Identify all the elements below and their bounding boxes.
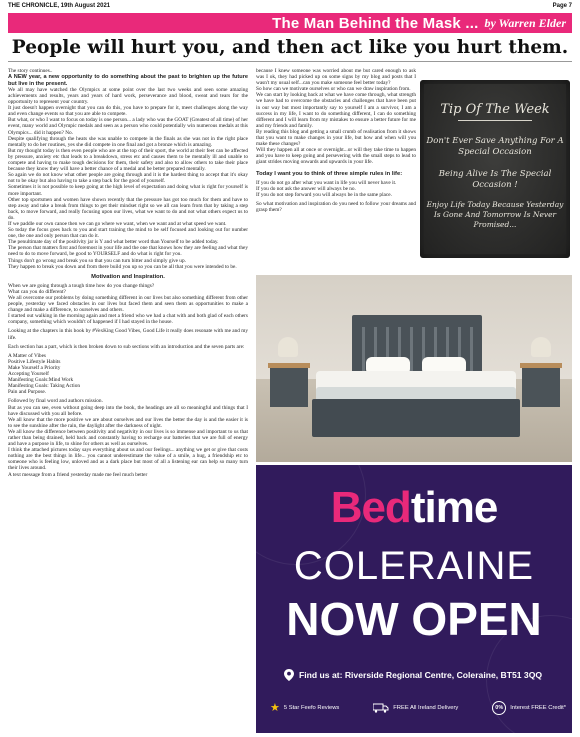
article-paragraph: I started out walking in the morning again and met a friend who we had a chat with and both glad of each others company, something which wouldn't of happened if I had stayed in the house. bbox=[8, 313, 248, 326]
article-paragraph: What can you do different? bbox=[8, 288, 66, 295]
article-paragraph: So how can we motivate ourselves or who can we draw inspiration from. bbox=[256, 86, 411, 93]
chapter-list-item: Accepting Yourself bbox=[8, 371, 49, 378]
article-paragraph: They happen to break you down and from there build you up so you can be all that you were intended to be. bbox=[8, 263, 237, 270]
article-subheading: Today I want you to think of three simple rules in life: bbox=[256, 170, 403, 177]
article-paragraph: Looking at the chapters in this book by #VexKing Good Vibes, Good Life it really does resonate with me and my life. bbox=[8, 328, 248, 341]
article-column-middle bbox=[256, 68, 416, 270]
article-subheading: Motivation and Inspiration. bbox=[91, 273, 165, 280]
section-banner bbox=[8, 13, 572, 33]
chalkboard-underline bbox=[458, 120, 532, 121]
bedside-table-left bbox=[270, 367, 308, 407]
article-paragraph: Despite qualifying through the heats she was unable to compete in the finals as she was not in the right place mentally to do her routines, yes she did compete in one final and got a bronze which is amazing. bbox=[8, 135, 248, 148]
delivery-truck-icon bbox=[373, 703, 389, 713]
article-paragraph: It just doesn't happen overnight that you can do this, you have to prepare for it, meet challenges along the way and even change events so that you are able to compete. bbox=[8, 105, 248, 118]
article-paragraph: When we are going through a tough time how do you change things? bbox=[8, 282, 155, 289]
chapter-list-item: A Matter of Vibes bbox=[8, 352, 46, 359]
brand-logo-part-1: Bed bbox=[330, 483, 411, 532]
middle-column-text bbox=[256, 68, 416, 213]
article-paragraph: Each section has a part, which is then broken down to sub sections with an introduction and the seven parts are: bbox=[8, 343, 245, 350]
series-title: The Man Behind the Mask ... bbox=[272, 14, 479, 32]
bedroom-photo bbox=[256, 275, 572, 462]
advert-city: COLERAINE bbox=[293, 544, 535, 588]
article-paragraph: If you do not ask the answer will always be no. bbox=[256, 185, 356, 192]
page-number: Page 7 bbox=[552, 3, 572, 9]
chalkboard-surface bbox=[424, 84, 566, 254]
brand-logo bbox=[256, 483, 572, 533]
chalkboard-line-1: Don't Ever Save Anything For A Special Occasion bbox=[426, 136, 564, 157]
advert-address bbox=[284, 669, 564, 681]
chapter-list bbox=[8, 353, 248, 396]
page-header bbox=[8, 3, 572, 13]
brand-logo-part-2: time bbox=[410, 483, 498, 532]
article-paragraph: because I knew someone was worried about me but cared enough to ask was I ok, they had picked up on some signs by my blog and posts that I wasn't my usual self...can you make someone feel better today? bbox=[256, 68, 416, 87]
bed-footboard bbox=[312, 399, 520, 437]
advert-tagline: NOW OPEN bbox=[286, 593, 542, 645]
perk-reviews bbox=[270, 703, 339, 714]
perk-delivery bbox=[373, 703, 458, 713]
article-paragraph: I think the attached pictures today says everything about us and our feelings... anything we get or give that costs nothing are the best things in life... you cannot underestimate the value of a smile, a hug, a friendship etc to someone who is feeling low, unloved and as a dark place but most of all a listening ear can help so many turn their lives around. bbox=[8, 447, 248, 472]
article-paragraph: The person that matters first and foremost in your life and the one that knows how they are feeling and what they need to do to move forward, be good to YOURSELF and do what is right for you. bbox=[8, 245, 248, 258]
chapter-list-item: Make Yourself a Priority bbox=[8, 364, 61, 371]
perk-credit-label: Interest FREE Credit* bbox=[510, 705, 566, 711]
article-paragraph: We all know the difference between positivity and negativity in our lives is so immense and important to us that rather than being drained, held back and constantly having to recharge our batteries that we are full of energy and have a purpose in life, to shine for others as well as ourselves. bbox=[8, 428, 248, 448]
article-paragraph: But my thought today is then even people who are at the top of their sport, the world at their feet can be affected by pressure, anxiety etc that leads to a breakdown, stress etc and causes them to be mentally ill and unable to compete and having to make tough decisions for them, their safety and also to allow others to take their place because they know they will have a better chance of a medal and be better prepared mentally. bbox=[8, 147, 248, 173]
article-paragraph: If you do not go after what you want in life you will never have it. bbox=[256, 179, 397, 186]
lamp-left bbox=[278, 337, 298, 357]
article-paragraph: Will they happen all at once or overnight...or will they take time to happen and you have to keep going and persevering with the small steps to lead to giant strides moving onwards and upwards in your life. bbox=[256, 147, 416, 166]
article-paragraph: We all may have watched the Olympics at some point over the last two weeks and seen some amazing achievements and results, years and years of hard work, perseverance and blood, sweat and tears for the opportunity to represent your country. bbox=[8, 86, 248, 106]
bedside-table-top bbox=[520, 363, 562, 368]
lamp-right bbox=[531, 337, 551, 357]
left-column-text-continued bbox=[8, 398, 248, 477]
article-paragraph: But what, or who I want to focus on today is one person... a lady who was the GOAT (Greatest of all time) of her event, many world and Olympic medals and seen as a person who could potentially win numerous medals at this Olympics... did it happen? No. bbox=[8, 117, 248, 136]
article-paragraph: We all overcome our problems by doing something different in our lives but also something different from other people, yesterday we faced obstacles in our lives but faced them and seen them as opportunities to make a change and make a difference, to ourselves and others. bbox=[8, 295, 248, 314]
article-paragraph: But as you can see, even without going deep into the book, the headings are all so meaningful and things that I have discussed with you all before. bbox=[8, 404, 248, 417]
bedtime-advert[interactable] bbox=[256, 465, 572, 733]
perk-reviews-label: 5 Star Feefo Reviews bbox=[283, 705, 340, 711]
address-text: Find us at: Riverside Regional Centre, Coleraine, BT51 3QQ bbox=[299, 670, 543, 680]
article-paragraph: The penultimate day of the positivity jar is Y and what better word than Yourself to be added today. bbox=[8, 239, 219, 246]
perk-delivery-label: FREE All Ireland Delivery bbox=[393, 705, 459, 711]
left-column-text bbox=[8, 68, 248, 350]
percent-badge-icon: 0% bbox=[492, 701, 506, 715]
article-paragraph: We can start by looking back at what we have come through, what strength we have had to overcome the obstacles and challenges that have been put in our way but most importantly say to yourself I am a survivor, I am a success in my life, I want to do something different, I can do something different and I will learn from my mistakes to ensure a better future for me and my friends and family. bbox=[256, 92, 416, 129]
chalkboard-image bbox=[420, 80, 570, 258]
article-paragraph: A text message from a friend yesterday made me feel much better bbox=[8, 471, 148, 478]
article-headline: People will hurt you, and then act like you hurt them. bbox=[8, 36, 572, 62]
chapter-list-item: Manifesting Goals:Mind Work bbox=[8, 377, 74, 384]
advert-perks bbox=[270, 699, 566, 717]
chapter-list-item: Positive Lifestyle Habits bbox=[8, 358, 61, 365]
article-paragraph: Followed by final word and authors mission. bbox=[8, 398, 103, 405]
chapter-list-item: Manifesting Goals: Taking Action bbox=[8, 383, 81, 390]
chalkboard-line-3: Enjoy Life Today Because Yesterday Is Gone And Tomorrow Is Never Promised... bbox=[426, 200, 564, 229]
article-column-left bbox=[8, 68, 248, 733]
article-paragraph: The story continues.. bbox=[8, 68, 53, 74]
article-paragraph: Things don't go wrong and break you so that you can turn bitter and simply give up. bbox=[8, 257, 186, 264]
article-paragraph: We all know that the more positive we are about ourselves and our lives the better the day is and the easier it is to see the sunshine after the rain, the daylight after the darkness of night. bbox=[8, 416, 248, 429]
article-paragraph: If we paddle our own canoe then we can go where we want, when we want and at what speed we want. bbox=[8, 220, 227, 227]
publication-date: THE CHRONICLE, 19th August 2021 bbox=[8, 3, 111, 9]
bedside-table-top bbox=[268, 363, 310, 368]
bedside-table-right bbox=[522, 367, 560, 407]
perk-credit bbox=[492, 701, 566, 715]
article-paragraph: Sometimes it is not possible to keep going at the high level of expectation and doing what is right for yourself is more important. bbox=[8, 184, 248, 197]
article-paragraph: So today the focus goes back to you and start training the mind to be self focused and looking out for number one, the one and only person that can do it. bbox=[8, 227, 248, 240]
chalkboard-title: Tip Of The Week bbox=[440, 102, 550, 117]
location-pin-icon bbox=[284, 669, 294, 681]
article-paragraph: If you do not step forward you will always be in the same place. bbox=[256, 191, 392, 198]
article-paragraph: A NEW year, a new opportunity to do something about the past to brighten up the future but live in the present. bbox=[8, 74, 248, 87]
article-paragraph: By reading this blog and getting a small crumb of realisation from it shows that you want to make changes in your life, but how and when will you make these changes? bbox=[256, 128, 416, 148]
article-paragraph: Other top sportsmen and women have shown recently that the pressure has got too much for them and have to step away and take a break from things to get their mindset right so we all can learn from that by taking a step back, to move forward, and really focusing upon our lives, what we want to do and not what others expect us to do. bbox=[8, 196, 248, 221]
author-byline: by Warren Elder bbox=[484, 15, 566, 30]
article-paragraph: So again we do not know what other people are going through and it is the hardest thing to accept that it's okay not to be okay but also having to take a step back for the good of yourself. bbox=[8, 172, 248, 185]
star-icon: ★ bbox=[270, 701, 280, 714]
chapter-list-item: Pain and Purpose. bbox=[8, 389, 47, 396]
chalkboard-line-2: Being Alive Is The Special Occasion ! bbox=[438, 169, 552, 190]
article-paragraph: So what motivation and inspiration do you need to follow your dreams and grasp them? bbox=[256, 200, 416, 213]
